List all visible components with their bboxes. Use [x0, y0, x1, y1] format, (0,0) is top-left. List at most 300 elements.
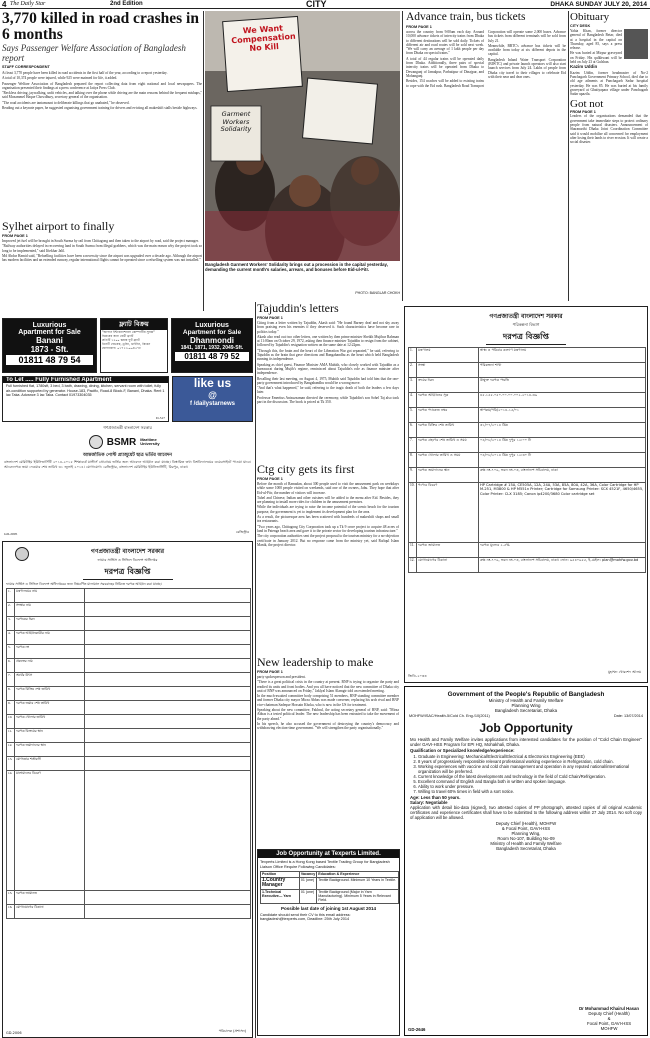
row-number: 14. — [7, 771, 15, 891]
row-label: দরপত্র জমাদানের স্থান — [417, 468, 479, 483]
row-number: 4. — [409, 393, 417, 408]
row-number: 10. — [7, 715, 15, 729]
ctg-headline: Ctg city gets its first — [257, 463, 355, 476]
advance-para: A total of 44 regular trains will be operated daily from Dhaka. Additionally, three pairs of special intercity trains will be operated from Dhaka to Dewanganj of Jamalpur, Parbatipur of Dinajpur, and Mohanganj. — [406, 56, 484, 78]
gov-sign-line: Deputy Chief (Health) — [588, 1011, 630, 1016]
row-label: দরপত্র জমাদানের স্থান — [15, 743, 85, 757]
row-value: ৩১/০৭/২০১৪ খ্রিঃ — [479, 423, 646, 438]
table-row — [409, 438, 646, 453]
row-value: পরিকল্পনা শাখা — [479, 363, 646, 378]
sylhet-para: Md Abdur Hamid said, "Refuelling facilities have been a necessity since the airport was upgraded over a decade ago. Although the airport has modern facilities and an extended runway, regular international flights cannot be operated since a refuelling system was not installed." — [2, 253, 202, 263]
list-item: 6. Ability to work under pressure. — [418, 784, 642, 789]
table-row — [261, 877, 399, 889]
ctg-body — [257, 482, 399, 547]
table-row — [7, 673, 251, 687]
table-row — [7, 743, 251, 757]
ctg-para: While the individuals are trying to raise the income potential of the scenic beach for the tourism purpose, the government is yet to implement its development plan for the area. — [257, 505, 399, 514]
gov-l4: Bangladesh Secretariat, Dhaka — [494, 708, 558, 713]
got-headline: Got not — [570, 98, 604, 111]
row-label: সংস্থা — [417, 363, 479, 378]
flat-line: প্রতিটি ১২০০ স্কয়ার ফুট ফ্ল্যাট — [102, 338, 140, 342]
bsmr-maritime: Maritime University — [140, 436, 160, 446]
flat-line: তিনটি বেডরুম, ড্রয়িং, ডাইনিং, কিচেন — [102, 342, 151, 346]
column-rule — [402, 11, 403, 301]
likeus-at: @ — [208, 390, 217, 400]
gov-title: Government of the People's Republic of Bangladesh — [447, 691, 605, 698]
row-number: 8. — [7, 687, 15, 701]
fire-title: দরপত্র বিজ্ঞপ্তি — [83, 566, 173, 580]
gov-signature — [579, 1006, 639, 1031]
row-label: দরপত্র জমার শেষ তারিখ — [15, 701, 85, 715]
row-number: 6. — [409, 423, 417, 438]
killed-para: Passenger Welfare Association of Bangladesh prepared the report collecting data from eight national and local newspapers. The organisation presented their findings at a press conference at Jatiya Press Club. — [2, 81, 202, 90]
texperts-ad — [257, 849, 400, 1036]
texperts-edu: Textile Background (Major in Yarn Manufacturing). Minimum 5 Years in Relevant Field. — [317, 889, 399, 903]
row-number: 9. — [7, 701, 15, 715]
gov-address-line: Deputy Chief (Health), MOHFW — [495, 821, 557, 826]
dhanmondi-l1: Luxurious — [195, 322, 229, 329]
row-value: ৪৫.১৫৫.০৫০.০০.০০.০০২.২০১৪-৩৯ — [479, 393, 646, 408]
row-label: দরপত্র খোলার তারিখ — [15, 715, 85, 729]
gov-qual: Qualification or Specialized knowledge/experience: — [410, 748, 515, 753]
row-label: দরপত্র খোলার তারিখ ও সময় — [417, 453, 479, 468]
got-byline: FROM PAGE 1 — [570, 110, 596, 115]
tolet-code: D-517 — [156, 416, 165, 420]
table-row — [409, 468, 646, 483]
leadership-story — [257, 656, 399, 846]
health-title: দরপত্র বিজ্ঞপ্তি — [486, 331, 566, 345]
tajuddin-byline: FROM PAGE 1 — [257, 316, 283, 320]
fire-govt: গণপ্রজাতন্ত্রী বাংলাদেশ সরকার — [90, 548, 165, 555]
health-code: জিডি-২০৩৩ — [408, 674, 427, 678]
bsmr-body: বাংলাদেশ মেরিটাইম ইউনিভার্সিটি ২০১৪-২০১৫ শিক্ষাবর্ষে মাস্টার্স প্রোগ্রামে ভর্তির জন্য আবেদন আহ্বান করা যাচ্ছে। বিস্তারিত তথ্য বিশ্ববিদ্যালয়ের ওয়েবসাইটে পাওয়া যাবে। আবেদনপত্র জমা দেওয়ার শেষ তারিখ ৩১ জুলাই ২০১৪। যোগাযোগ: রেজিস্ট্রার, বাংলাদেশ মেরিটাইম ইউনিভার্সিটি, মিরপুর, ঢাকা। — [4, 460, 251, 469]
row-value: ০৪/০৮/২০১৪ খ্রিঃ দুপুর ১২:০০ টা — [479, 438, 646, 453]
gov-salary: Salary: Negotiable — [410, 800, 448, 805]
row-number: 12. — [409, 558, 417, 573]
row-number: 15. — [7, 891, 15, 905]
bsmr-govt: গণপ্রজাতন্ত্রী বাংলাদেশ সরকার — [103, 425, 152, 430]
sign-compensation: We Want Compensation No Kill — [231, 23, 296, 53]
tajuddin-para: Recalling their last meeting, on August 4, 1975, Muhith said Tajuddin had told him that the one-party government introduced by Bangabandhu would be a wrong move. — [257, 376, 399, 385]
row-number: 1. — [409, 348, 417, 363]
table-row — [7, 645, 251, 659]
gov-intro: Mo Health and Family Welfare invites applications from interested candidates for the position of "Cold Chain Engineer" under GAVI-HSS Program for EPI HQ, Mohakhali, Dhaka. — [410, 737, 642, 747]
fire-intro: ফায়ার সার্ভিস ও সিভিল ডিফেন্স অধিদপ্তরের জন্য নিম্নবর্ণিত মালামাল সরবরাহের নিমিত্তে দরপত্র আহ্বান করা যাচ্ছে। — [6, 582, 162, 586]
table-row — [409, 543, 646, 558]
dhanmondi-phone: 01811 48 79 52 — [175, 352, 249, 361]
bsmr-code: GD-2005 — [4, 532, 18, 536]
dhanmondi-l3: Dhanmondi — [190, 336, 234, 345]
row-value — [85, 905, 251, 919]
row-value — [85, 687, 251, 701]
gov-sign-line: Focal Point, GAVI-HSS — [586, 1021, 632, 1026]
leadership-headline: New leadership to make — [257, 656, 374, 669]
row-label: দরপত্র জামানত — [15, 891, 85, 905]
gov-age: Age: Less than 50 years. — [410, 795, 461, 800]
tajuddin-para: Akash also read out two other letters, one written by then prime minister Sheikh Mujibur Rahman at 11:00am on October 29, 1972, asking then finance minister Tajuddin to resign from the cabinet, followed by Tajuddin's resignation written on the same date at 12:22pm. — [257, 334, 399, 348]
tolet-title: To Let ..... Fully Furnished Apartment — [3, 377, 168, 383]
sylhet-story — [2, 220, 202, 313]
killed-para: Reading out a keynote paper, he suggested organising government training for drivers and evicting all makeshift stalls beside highways. — [2, 106, 198, 111]
row-number: 5. — [7, 645, 15, 659]
health-govt: গণপ্রজাতন্ত্রী বাংলাদেশ সরকার — [489, 313, 563, 320]
caption-text: Bangladesh Garment Workers' Solidarity brings out a procession in the capital yesterday, demanding the current month's salaries, arrears, and bonuses before Eid-ul-Fitr. — [205, 262, 388, 272]
row-label: ক্রয়ের ধরন — [417, 378, 479, 393]
tajuddin-body — [257, 321, 399, 404]
texperts-vacancy: 01 (one) — [299, 889, 316, 903]
obituary-portrait — [624, 29, 648, 59]
texperts-footer: Candidate should send their CV to this email address: bangladesh@texperts.com, Deadline: 25th July 2014 — [260, 912, 351, 922]
ctg-story — [257, 463, 399, 653]
fire-dept: ফায়ার সার্ভিস ও সিভিল ডিফেন্স অধিদপ্তর — [97, 558, 158, 562]
tolet-body: Full furnished flat, 1780sft, 3 bed, 3 bath, drawing, dining, kitchen, servant room with toilet, fully air-condition supported by generator. House-183, Pacific, Road-8 Block-F, Banani, Dhaka. Rent 1 lac Taka. Advance 3 lac Taka. Contact 01973304035 — [6, 384, 165, 398]
ctg-para: "Two years ago, Chittagong City Corporation took up a Tk 9 crore project to acquire 48 acres of land in Patenga beach area and gave it to the private sector for developing tourism infrastructure." — [257, 524, 399, 533]
leadership-byline: FROM PAGE 1 — [257, 670, 283, 674]
row-value — [85, 603, 251, 617]
leadership-body — [257, 675, 399, 731]
tajuddin-headline: Tajuddin's letters — [257, 302, 339, 315]
ctg-byline: FROM PAGE 1 — [257, 477, 283, 481]
row-label: দরপত্র আহ্বানকারীর নাম — [15, 631, 85, 645]
texperts-edu: Textile Background. Minimum 10 Years in Textile. — [317, 877, 399, 889]
got-body — [570, 114, 648, 144]
sign-solidarity: Garment Workers Solidarity — [220, 110, 252, 133]
tajuddin-para: Speaking as chief guest, Finance Minister AMA Muhith, who closely worked with Tajuddin as a bureaucrat during Mujib's regime, reminisced about Tajuddin's role as finance minister after independence. — [257, 362, 399, 376]
row-value — [85, 589, 251, 603]
row-number: 13. — [7, 757, 15, 771]
obituary-subhead: Kazim Uddin — [570, 64, 598, 70]
killed-para: A total of 10,374 people were injured, while 925 were maimed for life, it added. — [2, 76, 118, 81]
texperts-header: Vacancy — [300, 872, 316, 877]
row-label: দরপত্র বিক্রির শেষ তারিখ — [15, 687, 85, 701]
table-row — [7, 701, 251, 715]
bsmr-header — [2, 435, 253, 449]
row-label: দরপত্রের ধরন — [15, 617, 85, 631]
gov-sign-line: MOHFW — [600, 1026, 618, 1031]
photo-caption — [205, 261, 400, 298]
health-tender-ad — [404, 306, 648, 683]
fire-tender-ad — [2, 541, 253, 1038]
gov-address-line: Ministry of Health and Family Welfare — [490, 841, 562, 846]
health-dept: পরিকল্পনা বিভাগ — [512, 322, 540, 327]
row-value: উন্মুক্ত দরপত্র পদ্ধতি — [479, 378, 646, 393]
table-row — [409, 378, 646, 393]
killed-story — [2, 11, 202, 216]
protest-photo — [205, 11, 400, 298]
row-label: দরপত্র প্যাকেজ নম্বর — [417, 408, 479, 423]
flat-line: যোগাযোগ: ০১৭১৩-০০৪৫৭৮ — [102, 346, 142, 350]
table-row — [7, 631, 251, 645]
photo-credit: PHOTO: BANGLAR CHOKH — [355, 291, 400, 295]
table-row — [409, 423, 646, 438]
gov-apply: Application with detail bio-data (signed), two attested copies of PP photograph, attested copies of all original Academic certificates and experience certificates shall have to be submitted to the following address within 27 July 2014. No soft copy of application will be allowed. — [410, 805, 642, 820]
tajuddin-para: "And that's what happened," he said, referring to the tragic death of both the leaders a few days later. — [257, 386, 399, 395]
dhanmondi-ad — [171, 318, 253, 373]
leadership-para: Speaking about the new committee, Fakhrul, the acting secretary general of BNP, said: "Mirza Abbas is a tested political leader. The new leadership has been entrusted to take the movement of the party ahead." — [257, 708, 399, 721]
row-label: মালামালের বিবরণ — [15, 771, 85, 891]
advance-body — [406, 30, 566, 300]
row-value — [85, 701, 251, 715]
gov-job-ad — [404, 686, 648, 1036]
sylhet-para: "Railway authorities delayed in recovering land in South Surma from illegal grabbers, which was the main reason why the project took so long to be implemented," said Iftekhar Jalil. — [2, 244, 202, 253]
fire-logo-icon — [15, 547, 29, 561]
row-label: দরপত্র নং — [15, 645, 85, 659]
fire-sign: পরিচালক (প্রশাসন) — [218, 1029, 246, 1033]
gov-code: GD-2646 — [408, 1027, 426, 1032]
tajuddin-story — [257, 302, 399, 460]
leadership-para: In the much-awaited committee body comprising 51 members, BNP standing committee member and former Dhaka city mayor Mirza Abbas was made convener, replacing his arch rival and BNP vice-chairman Sadeque Hossain Khoka, who is now in the US for treatment. — [257, 694, 399, 707]
likeus-ad — [172, 376, 253, 422]
texperts-deadline: Possible last date of joining 1st August 2014 — [280, 905, 377, 911]
section-name: CITY — [306, 0, 327, 9]
table-row — [409, 558, 646, 573]
gov-heading: Job Opportunity — [479, 721, 573, 735]
table-row — [409, 348, 646, 363]
list-item: 7. Willing to travel 60% times in field with a sort notice. — [418, 789, 642, 794]
table-row — [7, 603, 251, 617]
gov-l3: Planning Wing — [511, 703, 541, 708]
gov-qual-list — [405, 754, 647, 794]
gov-address — [405, 821, 647, 851]
banani-l4: 1873 - Sft. — [30, 345, 69, 354]
obituary-headline: Obituary — [570, 11, 610, 23]
gov-sign-name: Dr Mohammad Khairul Hasan — [579, 1006, 639, 1011]
list-item: 1. Graduate in Engineering: Mechanical/Electrical/Electrical & Electronics Engineering (EEE) — [418, 754, 642, 759]
row-number: 2. — [409, 363, 417, 378]
likeus-handle: f /dailystarnews — [189, 401, 236, 407]
gov-ref: MOHFW/ISAC/Health-5/Cold Ch. Eng./10(2011) — [409, 714, 490, 718]
row-number: 3. — [7, 617, 15, 631]
advance-para: Bangladesh Inland Water Transport Corporation (BIWTC) and private launch operators will also start launch services from July 24. Lakhs of people from Dhaka city travel to their villages to celebrate Eid with their near and dear ones. — [488, 57, 566, 79]
texperts-header: Position — [261, 872, 300, 877]
gov-l2: Ministry of Health and Family Welfare — [488, 698, 564, 703]
killed-body — [2, 71, 202, 110]
table-row — [7, 771, 251, 891]
gov-address-line: Bangladesh Secretariat, Dhaka — [496, 846, 556, 851]
row-label: দরপত্র জামানত — [417, 543, 479, 558]
health-sign: মুহাম্মদ খোরশেদ আলম — [608, 670, 641, 674]
list-item: 4. Current knowledge of the latest developments and technology in the field of Cold Chain/Refrigeration. — [418, 774, 642, 779]
row-number: 5. — [409, 408, 417, 423]
table-row — [7, 729, 251, 743]
row-value — [85, 771, 251, 891]
row-value — [85, 715, 251, 729]
row-label: যোগাযোগের ঠিকানা — [417, 558, 479, 573]
row-label: সংস্থার নাম — [15, 603, 85, 617]
table-row — [7, 687, 251, 701]
row-number: 10. — [409, 483, 417, 543]
leadership-para: party spokesperson and president. — [257, 675, 306, 679]
bsmr-ad — [2, 425, 253, 538]
fire-table — [6, 588, 251, 919]
obituary-para: Kazim Uddin, former headmaster of No-2 Panchagarh Government Primary School, died due to old age ailments at Panchagarh Sadar hospital yesterday. He was 85. He was buried at his family graveyard at Ghatiyapara village under Panchagarh Sadar upazila. — [570, 70, 648, 97]
tajuddin-para: Professor Emeritus Anisuzzaman directed the ceremony, while Tajuddin's son Sohel Taj also took part in the discussion. The book is priced at Tk 350. — [257, 395, 399, 405]
row-label: পণ্যের বিবরণ — [417, 483, 479, 543]
table-row — [261, 889, 399, 903]
advance-para: Meanwhile, BRTC's advance bus tickets will be available from today at six different depots in the capital. — [488, 43, 566, 57]
table-row — [7, 715, 251, 729]
banani-l1: Luxurious — [32, 322, 67, 329]
row-number: 16. — [7, 905, 15, 919]
row-label: দরপত্র গ্রহণের শেষ তারিখ ও সময় — [417, 438, 479, 453]
table-row — [7, 905, 251, 919]
table-row — [409, 393, 646, 408]
killed-byline: STAFF CORRESPONDENT — [2, 65, 50, 69]
advance-para: Besides, 154 coaches will be added to existing trains to cope with the Eid rush. Bangladesh Road Transport Corporation will operate some 2,000 buses. Advance bus tickets from different terminals will be sold from July 21. — [406, 30, 566, 88]
ctg-para: As a result, the picturesque area has been scattered with hundreds of makeshift shops and small tea restaurants. — [257, 515, 399, 524]
column-rule — [203, 11, 204, 311]
row-label: মন্ত্রণালয় — [417, 348, 479, 363]
row-value — [85, 631, 251, 645]
bsmr-sub: আন্তর্জাতিক পোস্ট গ্র্যাজুয়েট ছাত্র ভর্তির আবেদন — [83, 453, 172, 458]
leadership-para: "There is a great political crisis in the country at present. BNP is trying to organise the party and readied its units and front bodies. And you all have noticed that the new committee of Dhaka city unit of BNP was announced on Friday," Jaklyal Islam Alamgir told an extended meeting. — [257, 680, 399, 693]
table-row — [7, 659, 251, 673]
killed-para: "The road accidents are tantamount to deliberate killings that go unabated," he observed. — [2, 100, 130, 105]
killed-subhead: Says Passenger Welfare Association of Bangladesh report — [2, 43, 186, 63]
gov-address-line: Planning Wing, — [511, 831, 541, 836]
row-value: কক্ষ নং-৭০৯, ভবন নং-০৩, বাংলাদেশ সচিবালয়, ঢাকা — [479, 468, 646, 483]
row-value — [85, 891, 251, 905]
dhanmondi-l2: Apartment for Sale — [182, 329, 242, 336]
row-value: দরপত্র মূল্যের ২.৫% — [479, 543, 646, 558]
banani-l2: Apartment for Sale — [18, 329, 81, 336]
sylhet-body — [2, 239, 202, 262]
gov-ref-row — [405, 713, 647, 719]
row-value: HP Cartridge # 15A, CE505A, 12A, 24A, 53A, 85A, 80A, 42A, 36A, Color Cartridge for HP M-251, M3800 & HP M551n Printer; Cartridge for Samsung Printer: SCX 4521F, 4650/4655, Color Printer: CLX 3185; Canon ip4200/3680 Color cartridge set — [479, 483, 646, 543]
gov-date: Date: 13/07/2014 — [613, 714, 643, 718]
row-value — [85, 673, 251, 687]
paper-name: The Daily Star — [10, 1, 46, 7]
tajuddin-para: "Through this, the brain and the heart of the Liberation War got separated," he said, referring to Tajuddin as the brain that gave directions and Bangabandhu as the heart which held Bangladesh running its independence. — [257, 348, 399, 362]
obituary-byline: CITY DESK — [570, 24, 591, 28]
row-value: কক্ষ নং-৭০৯, ভবন নং-০৩, বাংলাদেশ সচিবালয়, ঢাকা। ফোন: ৯৫৪০৯৫৫, ই-মেইল: plan@mohfw.gov.bd — [479, 558, 646, 573]
table-row — [409, 363, 646, 378]
row-number: 7. — [7, 673, 15, 687]
row-number: 12. — [7, 743, 15, 757]
flat-ad — [100, 318, 168, 373]
row-value — [85, 743, 251, 757]
table-row — [409, 408, 646, 423]
tolet-ad — [2, 376, 169, 422]
row-number: 6. — [7, 659, 15, 673]
health-table — [408, 347, 646, 573]
bsmr-sign: রেজিস্ট্রার — [235, 530, 249, 534]
banani-l3: Banani — [36, 336, 63, 345]
page-number: 4 — [2, 0, 7, 9]
row-number: 3. — [409, 378, 417, 393]
row-value: ০৪/০৮/২০১৪ খ্রিঃ দুপুর ১২:৩০ টা — [479, 453, 646, 468]
obituary-column — [570, 11, 648, 301]
killed-para: At least 3,770 people have been killed in road accidents in the first half of the year, according to a report yesterday. — [2, 71, 168, 75]
list-item: 5. Excellent command of English and Bangla both in written and spoken language. — [418, 779, 642, 784]
table-row — [409, 483, 646, 543]
texperts-vacancy: 01 (one) — [299, 877, 316, 889]
row-number: 11. — [409, 543, 417, 558]
flat-line: "জাপান ইন্টারন্যাশনাল কোম্পানীর সুনাম" বিক্রয়ের জন্য রেডী ফ্ল্যাট — [102, 330, 155, 338]
advance-story — [406, 11, 566, 301]
gov-address-line: & Focal Point, GAVI-HSS — [501, 826, 551, 831]
killed-para: "Reckless driving, jaywalking, unfit vehicles, and talking over the phone while driving are the main reasons behind the frequent mishaps," said Mozammel Haque Chowdhury, secretary general of the organisation. — [2, 91, 202, 100]
row-label: প্রকল্পের নাম — [15, 659, 85, 673]
list-item: 2. 8 years of progressively responsible relevant professional working experience in Refrigeration, cold chain. — [418, 759, 642, 764]
row-number: 4. — [7, 631, 15, 645]
row-label: অর্থের উৎস — [15, 673, 85, 687]
leadership-para: In his speech, he also accused the government of destroying the country's democracy and withdrawing election-time government. "We will strengthen the party organisationally." — [257, 721, 399, 731]
advance-headline: Advance train, bus tickets — [406, 11, 526, 23]
ctg-para: Tuhel and Chinese, Indian and other cuisines will be added to the menu after Eid. Besides, they are planning to install more rides for children in the amusement premises. — [257, 495, 399, 505]
obituary-para: Yahia Khan, former director general of Bangladesh Betar, died at a hospital in the capital on Thursday, aged 85, says a press release. — [570, 29, 622, 51]
row-value — [85, 645, 251, 659]
texperts-title: Job Opportunity at Texperts Limited. — [258, 850, 399, 858]
row-value — [85, 659, 251, 673]
ctg-para: The city corporation authorities sent the project proposal to the tourism ministry for a no-objection certificate in January 2012. But no response came from the ministry yet, said Rafiqul Islam Manik, the project director. — [257, 534, 399, 547]
masthead — [0, 0, 650, 9]
gov-sign-line: & — [607, 1016, 611, 1021]
banani-ad — [2, 318, 97, 373]
banani-phone: 01811 48 79 54 — [6, 355, 93, 365]
texperts-position: 1.Technical Executive— Yarn — [261, 889, 300, 903]
table-row — [7, 589, 251, 603]
edition: 2nd Edition — [110, 1, 143, 7]
fire-code: GD-2006 — [6, 1031, 22, 1035]
flat-title: ফ্ল্যাট বিক্রয় — [101, 319, 167, 330]
row-value: স্বাস্থ্য ও পরিবার কল্যাণ মন্ত্রণালয় — [479, 348, 646, 363]
bsmr-brand: BSMR — [106, 436, 137, 448]
obituary-para: He was buried at Mirpur graveyard on Friday. His qulkhwani will be held on July 23 at Gulshan. — [570, 51, 622, 65]
texperts-position: 1.Country Manager — [261, 877, 300, 889]
row-number: 2. — [7, 603, 15, 617]
row-number: 7. — [409, 438, 417, 453]
table-row — [409, 453, 646, 468]
gov-address-line: Room No-107, Building No-09 — [497, 836, 555, 841]
row-label: যোগ্যতার শর্তাবলী — [15, 757, 85, 771]
table-row — [7, 891, 251, 905]
column-rule — [255, 302, 256, 1038]
advance-byline: FROM PAGE 1 — [406, 25, 432, 29]
row-label: দরপত্র বিক্রয়ের স্থান — [15, 729, 85, 743]
sylhet-byline: FROM PAGE 1 — [2, 234, 28, 238]
table-row — [7, 617, 251, 631]
table-row — [7, 757, 251, 771]
list-item: 3. Working experiences with vaccine and cold chain management and operation in any reputed national/international organization will be preferred. — [418, 764, 642, 774]
row-number: 9. — [409, 468, 417, 483]
row-number: 11. — [7, 729, 15, 743]
column-rule — [568, 11, 569, 301]
got-para: Leaders of the organisations demanded that the government take immediate steps to protect ordinary people from natural disasters. Announcement of Sharanarthi Dhaka Joint Coordination Committee said it would mobilise all concerned for employment after losing their lands to river erosion. It will create a social disaster. — [570, 114, 648, 145]
bsmr-logo-icon — [89, 435, 103, 449]
row-number: 1. — [7, 589, 15, 603]
row-value — [85, 617, 251, 631]
row-label: দরপত্র বিক্রির শেষ তারিখ — [417, 423, 479, 438]
sylhet-para: Improved jet fuel will be brought in South Surma by rail from Chittagong and then taken to the airport by road, said the project manager. — [2, 239, 199, 243]
killed-headline: 3,770 killed in road crashes in 6 months — [2, 11, 199, 43]
advance-para: across the country from 9:00am each day. Around 10,000 advance tickets of intercity trains from Dhaka to different destinations will be sold daily. Tickets of different air and road routes will be sold next week. "We will carry an average of 1 lakh people per day from Dhaka on special trains." — [406, 30, 484, 56]
texperts-header: Education & Experience — [317, 872, 399, 877]
row-value: স্বাপকম/পরি/২০১৪-১৫/০১ — [479, 408, 646, 423]
texperts-table — [260, 871, 399, 904]
row-value — [85, 757, 251, 771]
likeus-l1: like us — [193, 376, 232, 390]
tajuddin-para: Citing from a letter written by Tajuddin, Akash said: "He found Barney deaf and not shy away from praising even his enemies if they deserved it. Such characteristics have become rare in politics today." — [257, 321, 399, 334]
row-value — [85, 729, 251, 743]
row-number: 8. — [409, 453, 417, 468]
row-label: মন্ত্রণালয়ের নাম — [15, 589, 85, 603]
texperts-intro: Texperts Limited is a Hong Kong based Textile Trading Group for Bangladesh Liaison Office Require Following Candidates: — [260, 860, 390, 869]
row-label: দরপত্র আহ্বানের সূত্র — [417, 393, 479, 408]
dhanmondi-l4: 1841, 1871, 1932, 2049-Sft. — [180, 345, 244, 351]
row-label: যোগাযোগের ঠিকানা — [15, 905, 85, 919]
ctg-para: Before the month of Ramadan, about 300 people used to visit the amusement park on weekdays while some 1000 people visited on weekends, said one of the owners, Jabu. They hope that after Eid-ul-Fitr, the number of visitors will increase. — [257, 482, 399, 495]
